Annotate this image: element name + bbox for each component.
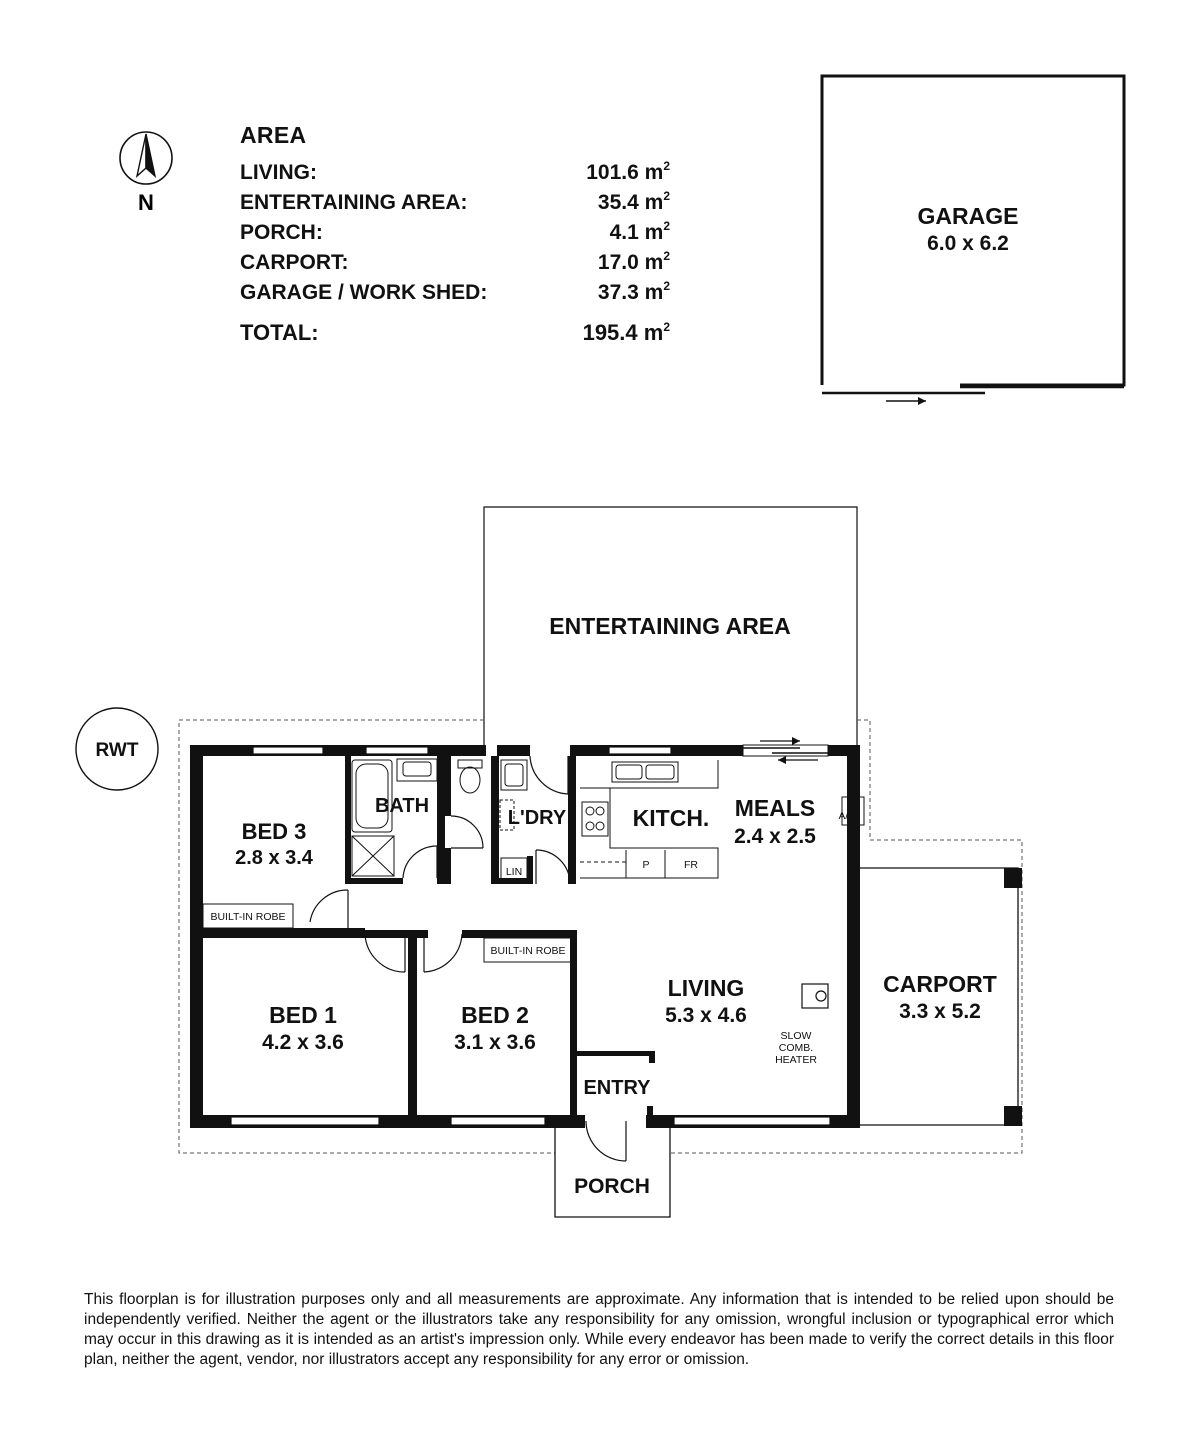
area-total-value: 195.4 $m^2$ (582, 320, 670, 345)
bed1-size: 4.2 x 3.6 (262, 1031, 344, 1054)
bed3-label: BED 3 (241, 819, 307, 844)
area-row-label: GARAGE / WORK SHED: (240, 281, 488, 304)
linen-label: LIN (505, 866, 523, 878)
laundry-label: L'DRY (507, 807, 567, 829)
area-row-value: 17.0 $m^2$ (597, 249, 670, 274)
meals-label: MEALS (734, 795, 816, 821)
kitchen-label: KITCH. (632, 805, 710, 831)
garage-label: GARAGE (917, 203, 1019, 229)
area-row-label: LIVING: (240, 161, 317, 184)
garage-size: 6.0 x 6.2 (927, 232, 1009, 255)
rainwater-tank (76, 708, 158, 790)
kitchen-fixtures (580, 760, 864, 878)
area-row-value: 35.4 $m^2$ (597, 189, 670, 214)
ac-label: A/C (838, 811, 856, 822)
area-row-value: 4.1 $m^2$ (609, 219, 670, 244)
carport-label: CARPORT (883, 971, 997, 997)
heater-label-line1: SLOW (780, 1030, 812, 1042)
porch-label: PORCH (574, 1175, 650, 1198)
area-title: AREA (240, 122, 307, 148)
bed2-label: BED 2 (461, 1002, 529, 1028)
bed2-size: 3.1 x 3.6 (454, 1031, 536, 1054)
entry-label: ENTRY (583, 1077, 651, 1099)
meals-size: 2.4 x 2.5 (734, 825, 816, 848)
compass-north-label: N (138, 190, 154, 215)
area-row-label: CARPORT: (240, 251, 349, 274)
porch (555, 1120, 670, 1217)
rwt-label: RWT (95, 740, 139, 761)
living-label: LIVING (667, 975, 745, 1001)
area-row-value: 37.3 $m^2$ (597, 279, 670, 304)
area-row-label: ENTERTAINING AREA: (240, 191, 468, 214)
robe-bed2-label: BUILT-IN ROBE (490, 945, 566, 957)
doors (310, 756, 626, 1161)
garage (822, 76, 1124, 405)
area-total-label: TOTAL: (240, 320, 319, 345)
living-size: 5.3 x 4.6 (665, 1004, 747, 1027)
disclaimer-text: This floorplan is for illustration purposes only and all measurements are approximate. Any information that is intended to be relied upon should be independently verified. Neither the agent or the illustrators take any responsibility for any omission, wrongful inclusion or typographical error which may occur in this drawing as it is intended as an artist's impression only. While every endeavor has been made to verify the correct details in this floor plan, neither the agent, vendor, nor illustrators accept any responsibility for any error or omission. (84, 1291, 1114, 1368)
bed1-label: BED 1 (269, 1002, 337, 1028)
bath-label: BATH (374, 795, 430, 817)
heater-label-line2: COMB. (778, 1042, 814, 1054)
robe-bed3-label: BUILT-IN ROBE (210, 911, 286, 923)
sliding-door (743, 737, 828, 764)
heater-label-line3: HEATER (775, 1054, 817, 1066)
area-row-value: 101.6 $m^2$ (586, 159, 670, 184)
area-row-label: PORCH: (240, 221, 323, 244)
heater (802, 984, 828, 1008)
pantry-label: P (642, 859, 650, 871)
carport (858, 868, 1022, 1126)
bed3-size: 2.8 x 3.4 (235, 847, 313, 869)
fridge-label: FR (684, 859, 698, 871)
entertaining-area (484, 507, 857, 745)
entertaining-area-label: ENTERTAINING AREA (549, 613, 791, 639)
carport-size: 3.3 x 5.2 (899, 1000, 981, 1023)
